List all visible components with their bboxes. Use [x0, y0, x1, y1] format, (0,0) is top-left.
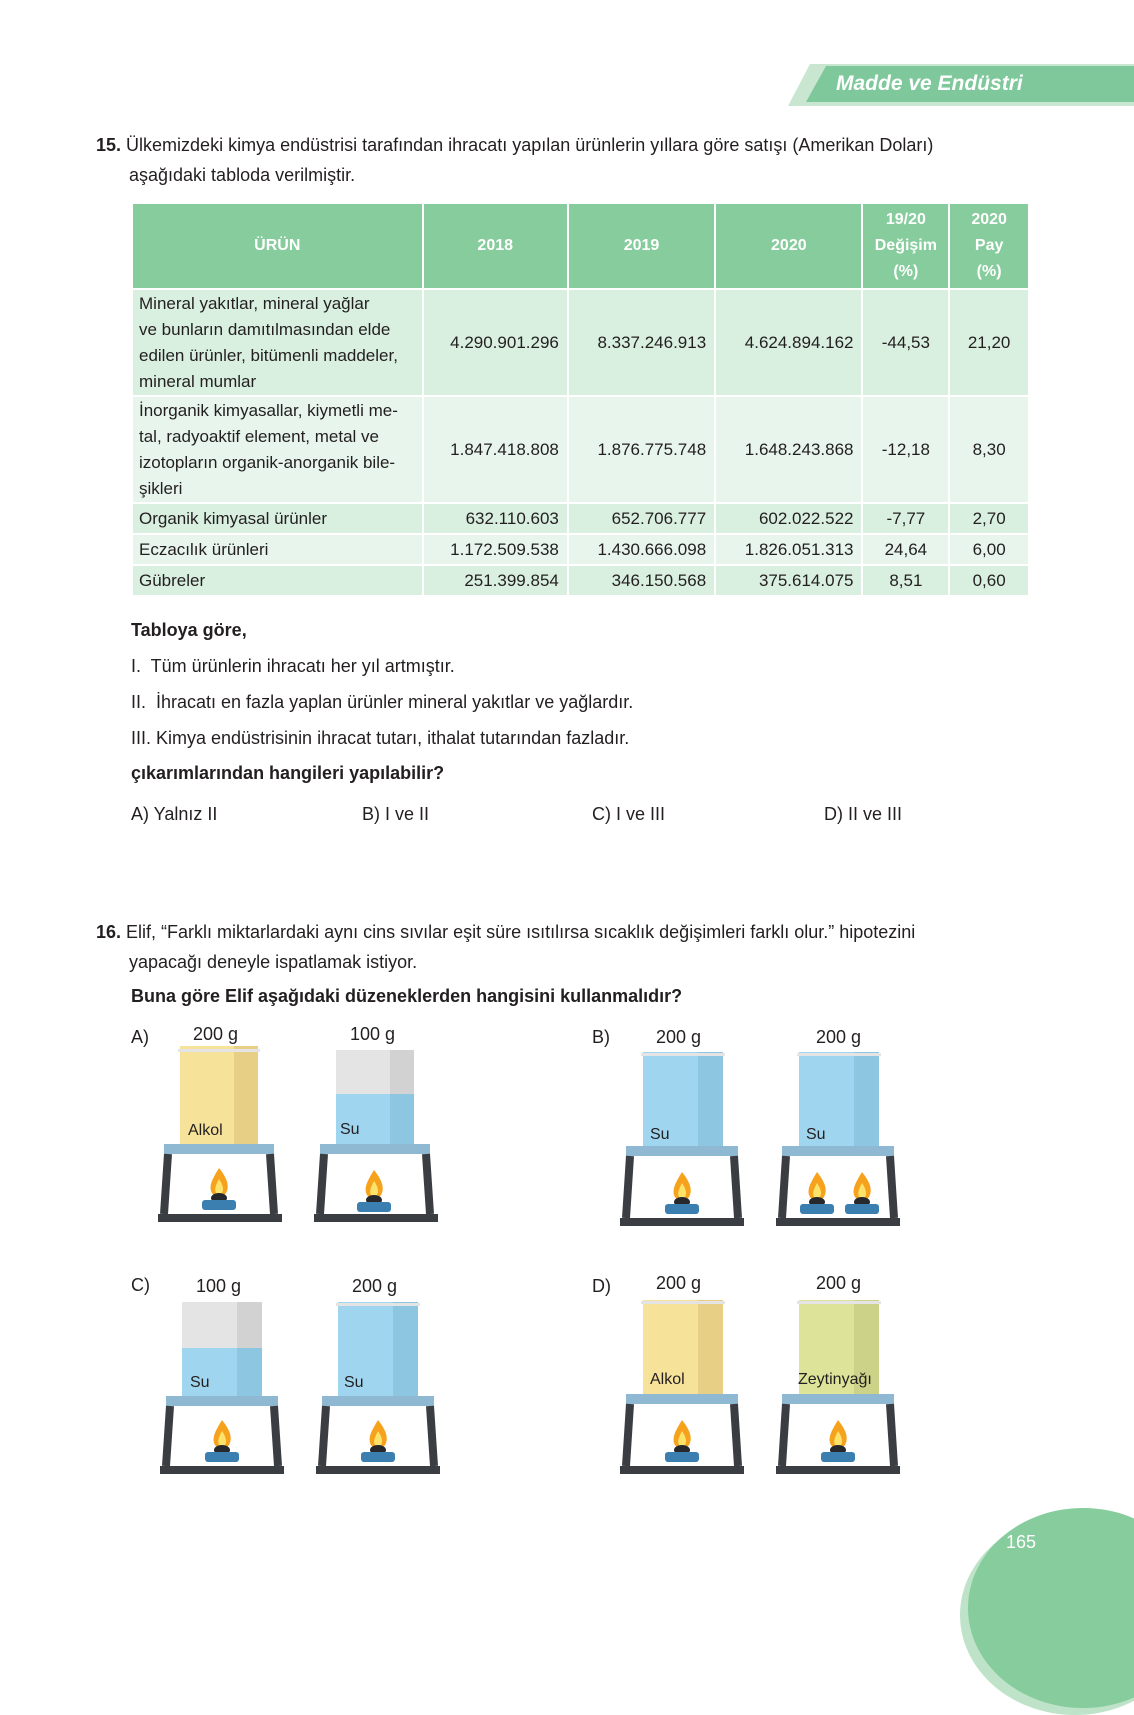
cell-product: Gübreler: [132, 565, 423, 596]
cell-change: -7,77: [862, 503, 949, 534]
cell-product-line: edilen ürünler, bitümenli maddeler,: [139, 345, 398, 365]
setup-c-left: [160, 1302, 284, 1474]
q16-question: Buna göre Elif aşağıdaki düzeneklerden hangisini kullanmalıdır?: [131, 986, 683, 1006]
a-left-liquid: Alkol: [188, 1122, 223, 1139]
q15-statement-3: III. Kimya endüstrisinin ihracat tutarı, ithalat tutarından fazladır.: [131, 728, 630, 748]
q15-question: çıkarımlarından hangileri yapılabilir?: [131, 763, 445, 783]
setup-b-left: [620, 1052, 744, 1226]
q16-number: 16.: [96, 922, 122, 942]
stand-top: [322, 1396, 434, 1406]
q15-option-b[interactable]: B) I ve II: [362, 804, 430, 824]
stand-top: [626, 1394, 738, 1404]
cell-share: 6,00: [949, 534, 1029, 565]
header-share-l2: Pay: [974, 237, 1004, 254]
cell-product-line: izotopların organik-anorganik bile-: [139, 452, 396, 472]
cell-product-line: ve bunların damıtılmasından elde: [139, 319, 391, 339]
cell-2020: 375.614.075: [715, 565, 862, 596]
header-share-l3: (%): [976, 263, 1002, 280]
header-change-l2: Değişim: [874, 237, 937, 254]
d-right-mass: 200 g: [816, 1273, 862, 1293]
cell-product-line: tal, radyoaktif element, metal ve: [139, 426, 380, 446]
q16-text-line1: Elif, “Farklı miktarlardaki aynı cins sıvılar eşit süre ısıtılırsa sıcaklık değişimleri farklı olur.” hipotezini: [126, 922, 916, 942]
cell-2020: 602.022.522: [715, 503, 862, 534]
cell-share: 21,20: [949, 289, 1029, 396]
cell-product-line: mineral mumlar: [139, 371, 257, 391]
d-right-liquid: Zeytinyağı: [798, 1371, 872, 1388]
cell-2019: 8.337.246.913: [568, 289, 715, 396]
page-number: 165: [1006, 1532, 1037, 1552]
cell-change: 8,51: [862, 565, 949, 596]
q15-text-line2: aşağıdaki tabloda verilmiştir.: [129, 165, 356, 185]
q15-option-a[interactable]: A) Yalnız II: [131, 804, 218, 824]
cell-product-line: şikleri: [139, 478, 183, 498]
q16-option-d-letter[interactable]: D): [592, 1276, 611, 1296]
header-change-l1: 19/20: [885, 211, 926, 228]
cell-2020: 1.826.051.313: [715, 534, 862, 565]
cell-share: 2,70: [949, 503, 1029, 534]
q15-statement-1: I. Tüm ürünlerin ihracatı her yıl artmıştır.: [131, 656, 455, 676]
cell-2019: 652.706.777: [568, 503, 715, 534]
cell-2018: 4.290.901.296: [423, 289, 568, 396]
cell-2018: 1.847.418.808: [423, 396, 568, 503]
d-left-mass: 200 g: [656, 1273, 702, 1293]
stand-top: [164, 1144, 274, 1154]
header-product: ÜRÜN: [132, 203, 423, 289]
q16-option-b-letter[interactable]: B): [592, 1027, 610, 1047]
stand-top: [782, 1394, 894, 1404]
cell-product: Organik kimyasal ürünler: [132, 503, 423, 534]
cell-change: -44,53: [862, 289, 949, 396]
cell-change: 24,64: [862, 534, 949, 565]
q16-option-c-letter[interactable]: C): [131, 1275, 150, 1295]
b-right-liquid: Su: [806, 1126, 826, 1143]
a-right-mass: 100 g: [350, 1024, 396, 1044]
b-right-mass: 200 g: [816, 1027, 862, 1047]
q15-option-c[interactable]: C) I ve III: [592, 804, 666, 824]
c-right-liquid: Su: [344, 1374, 364, 1391]
cell-share: 0,60: [949, 565, 1029, 596]
header-2019: 2019: [568, 203, 715, 289]
q15-number: 15.: [96, 135, 122, 155]
header-change-l3: (%): [893, 263, 919, 280]
chapter-title: Madde ve Endüstri: [836, 72, 1023, 95]
q15-option-d[interactable]: D) II ve III: [824, 804, 903, 824]
header-2018: 2018: [423, 203, 568, 289]
cell-product: Eczacılık ürünleri: [132, 534, 423, 565]
q15-statement-2: II. İhracatı en fazla yaplan ürünler mineral yakıtlar ve yağlardır.: [131, 692, 634, 712]
q15-lead: Tabloya göre,: [131, 620, 247, 640]
cell-product-line: Mineral yakıtlar, mineral yağlar: [139, 293, 370, 313]
cell-2018: 632.110.603: [423, 503, 568, 534]
setup-a-right: [314, 1050, 438, 1222]
cell-share: 8,30: [949, 396, 1029, 503]
header-2020: 2020: [715, 203, 862, 289]
stand-top: [320, 1144, 430, 1154]
cell-2019: 1.876.775.748: [568, 396, 715, 503]
cell-product-line: İnorganik kimyasallar, kiymetli me-: [139, 400, 398, 420]
q16-option-a-letter[interactable]: A): [131, 1027, 149, 1047]
d-left-liquid: Alkol: [650, 1371, 685, 1388]
setup-c-right: [316, 1302, 440, 1474]
cell-change: -12,18: [862, 396, 949, 503]
b-left-mass: 200 g: [656, 1027, 702, 1047]
cell-2018: 1.172.509.538: [423, 534, 568, 565]
cell-2019: 1.430.666.098: [568, 534, 715, 565]
stand-top: [782, 1146, 894, 1156]
c-left-mass: 100 g: [196, 1276, 242, 1296]
cell-2018: 251.399.854: [423, 565, 568, 596]
cell-2019: 346.150.568: [568, 565, 715, 596]
b-left-liquid: Su: [650, 1126, 670, 1143]
q15-text-line1: Ülkemizdeki kimya endüstrisi tarafından ihracatı yapılan ürünlerin yıllara göre satışı (Amerikan Doları): [126, 135, 934, 155]
q16-text-line2: yapacağı deneyle ispatlamak istiyor.: [129, 952, 418, 972]
stand-top: [626, 1146, 738, 1156]
header-share-l1: 2020: [971, 211, 1007, 228]
a-right-liquid: Su: [340, 1121, 360, 1138]
a-left-mass: 200 g: [193, 1024, 239, 1044]
setup-b-right: [776, 1052, 900, 1226]
c-left-liquid: Su: [190, 1374, 210, 1391]
cell-2020: 1.648.243.868: [715, 396, 862, 503]
stand-top: [166, 1396, 278, 1406]
c-right-mass: 200 g: [352, 1276, 398, 1296]
cell-2020: 4.624.894.162: [715, 289, 862, 396]
